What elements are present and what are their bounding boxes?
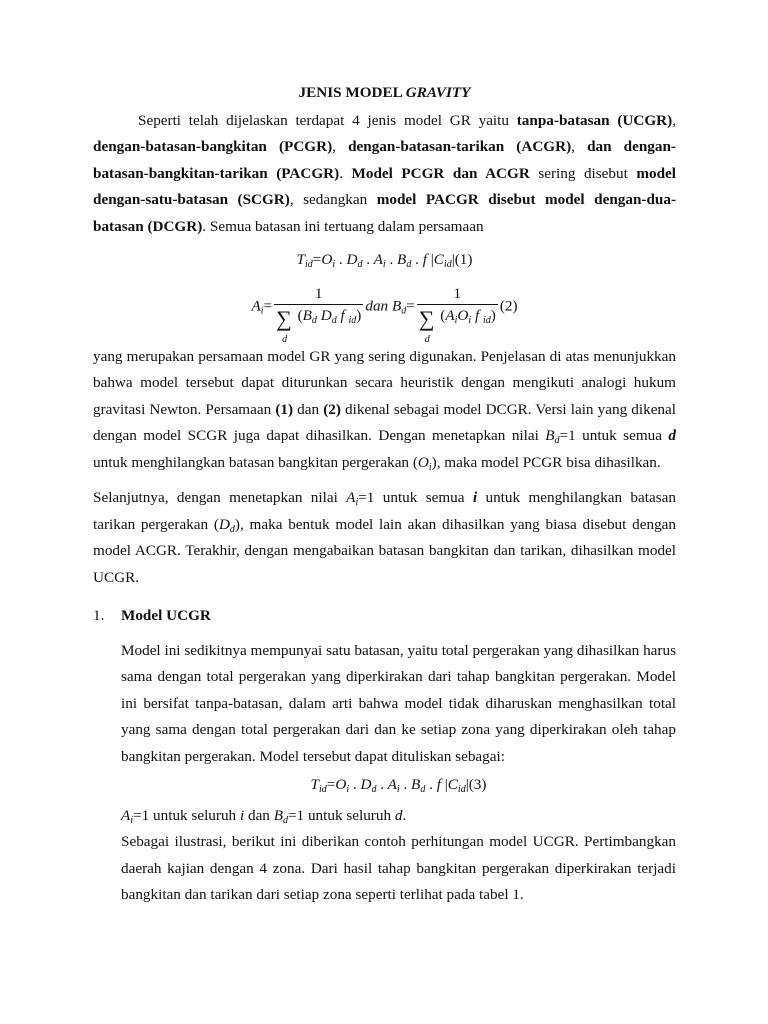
equation-2: $A_i=$ 1 ∑ d ($B_d$ $D_d$ f $_{id}$) dan $B_d=$ 1 ∑ d ($A_iO_i$ f $_{id}$) (2) bbox=[251, 284, 518, 345]
document-page bbox=[93, 80, 676, 909]
paragraph-ucgr: Model ini sedikitnya mempunyai satu batasan, yaitu total pergerakan yang dihasilkan harus sama dengan total pergerakan yang diperkirakan dari tahap bangkitan pergerakan. Model ini bersifat tanpa-batasan, dalam arti bahwa model tidak diharuskan menghasilkan total yang sama dengan total pergerakan dari dan ke setiap zona yang diperkirakan oleh tahap bangkitan pergerakan. Model tersebut dapat dituliskan sebagai: bbox=[121, 641, 676, 765]
equation-1: $T_{id}=O_i$ . $D_d$ . $A_i$ . $B_d$ . f $|C_{id}|(1)$ bbox=[296, 251, 473, 270]
paragraph-intro: Seperti telah dijelaskan terdapat 4 jenis model GR yaitu tanpa-batasan (UCGR), dengan-batasan-bangkitan (PCGR), dengan-batasan-tarikan (ACGR), dan dengan-batasan-bangkitan-tarikan (PACGR). Model PCGR dan ACGR sering disebut model dengan-satu-batasan (SCGR), sedangkan model PACGR disebut model dengan-dua-batasan (DCGR). Semua batasan ini tertuang dalam persamaan bbox=[93, 111, 676, 235]
paragraph-conditions: $A_i=1$ untuk seluruh i dan $B_d=1$ untuk seluruh d. bbox=[121, 806, 407, 826]
paragraph-acgr: Selanjutnya, dengan menetapkan nilai $A_i=1$ untuk semua i untuk menghilangkan batasan tarikan pergerakan $(D_d)$, maka bentuk model lain akan dihasilkan yang biasa disebut dengan model ACGR. Terakhir, dengan mengabaikan batasan bangkitan dan tarikan, dihasilkan model UCGR. bbox=[93, 489, 676, 586]
fraction-a: 1 ∑ d ($B_d$ $D_d$ f $_{id}$) bbox=[276, 284, 362, 345]
equation-3-number: (3) bbox=[468, 776, 487, 793]
equation-1-number: (1) bbox=[454, 251, 473, 268]
equation-2-number: (2) bbox=[499, 296, 518, 314]
equation-3: $T_{id}=O_i$ . $D_d$ . $A_i$ . $B_d$ . f $|C_{id}|(3)$ bbox=[310, 776, 487, 795]
fraction-b: 1 ∑ d ($A_iO_i$ f $_{id}$) bbox=[418, 284, 496, 345]
paragraph-illustration: Sebagai ilustrasi, berikut ini diberikan contoh perhitungan model UCGR. Pertimbangkan daerah kajian dengan 4 zona. Dari hasil tahap bangkitan pergerakan diperkirakan terjadi bangkitan dan tarikan dari setiap zona seperti terlihat pada tabel 1. bbox=[121, 833, 676, 903]
section-heading-ucgr: 1. Model UCGR bbox=[93, 607, 211, 624]
page-title: JENIS MODEL GRAVITY bbox=[298, 84, 471, 101]
section-body-ucgr bbox=[121, 638, 676, 909]
paragraph-explanation: yang merupakan persamaan model GR yang sering digunakan. Penjelasan di atas menunjukkan bahwa model tersebut dapat diturunkan secara heuristik dengan mengikuti analogi hukum gravitasi Newton. Persamaan (1) dan (2) dikenal sebagai model DCGR. Versi lain yang dikenal dengan model SCGR juga dapat dihasilkan. Dengan menetapkan nilai $B_d=1$ untuk semua d untuk menghilangkan batasan bangkitan pergerakan $(O_i)$, maka model PCGR bisa dihasilkan. bbox=[93, 347, 676, 473]
